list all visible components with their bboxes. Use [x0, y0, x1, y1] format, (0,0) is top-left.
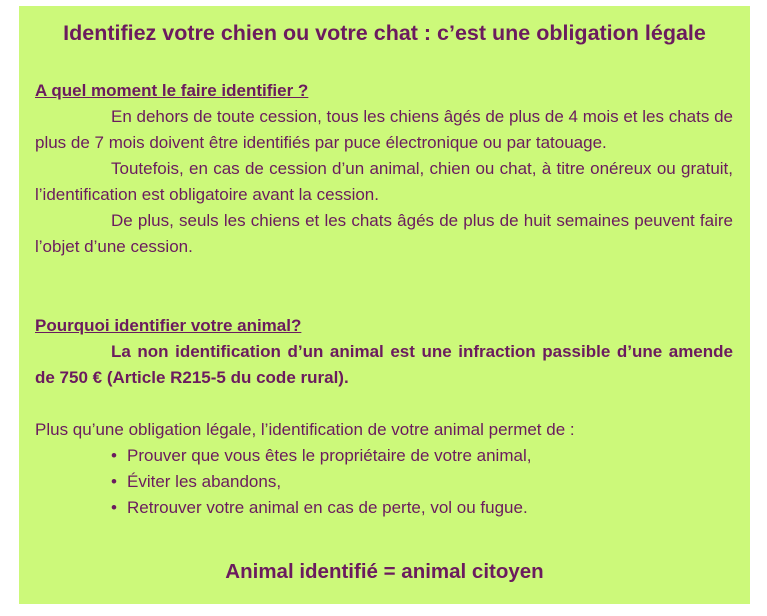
page-title: Identifiez votre chien ou votre chat : c’est une obligation légale	[63, 21, 706, 45]
footer-slogan: Animal identifié = animal citoyen	[225, 560, 544, 583]
paragraph-penalty: La non identification d’un animal est une infraction passible d’une amende de 750 € (Article R215-5 du code rural).	[35, 342, 733, 387]
benefit-text: Éviter les abandons,	[127, 472, 282, 491]
benefit-text: Prouver que vous êtes le propriétaire de votre animal,	[127, 446, 532, 465]
section-heading-why: Pourquoi identifier votre animal?	[35, 316, 302, 335]
benefits-list	[35, 443, 733, 521]
section-why-identify	[35, 313, 733, 391]
paragraph-minimum-age: De plus, seuls les chiens et les chats âgés de plus de huit semaines peuvent faire l’objet d’une cession.	[35, 211, 733, 256]
benefits-intro: Plus qu’une obligation légale, l’identification de votre animal permet de :	[35, 420, 575, 439]
list-item	[35, 443, 733, 469]
section-heading-when: A quel moment le faire identifier ?	[35, 81, 309, 100]
bullet-icon: •	[111, 472, 117, 491]
bullet-icon: •	[111, 498, 117, 517]
paragraph-cession-requirement: Toutefois, en cas de cession d’un animal, chien ou chat, à titre onéreux ou gratuit, l’identification est obligatoire avant la cession.	[35, 159, 733, 204]
paragraph-age-requirement: En dehors de toute cession, tous les chiens âgés de plus de 4 mois et les chats de plus de 7 mois doivent être identifiés par puce électronique ou par tatouage.	[35, 107, 733, 152]
bullet-icon: •	[111, 446, 117, 465]
section-benefits	[35, 417, 733, 521]
list-item	[35, 469, 733, 495]
info-panel	[19, 6, 750, 604]
list-item	[35, 495, 733, 521]
section-when-identify	[35, 78, 733, 260]
benefit-text: Retrouver votre animal en cas de perte, vol ou fugue.	[127, 498, 528, 517]
